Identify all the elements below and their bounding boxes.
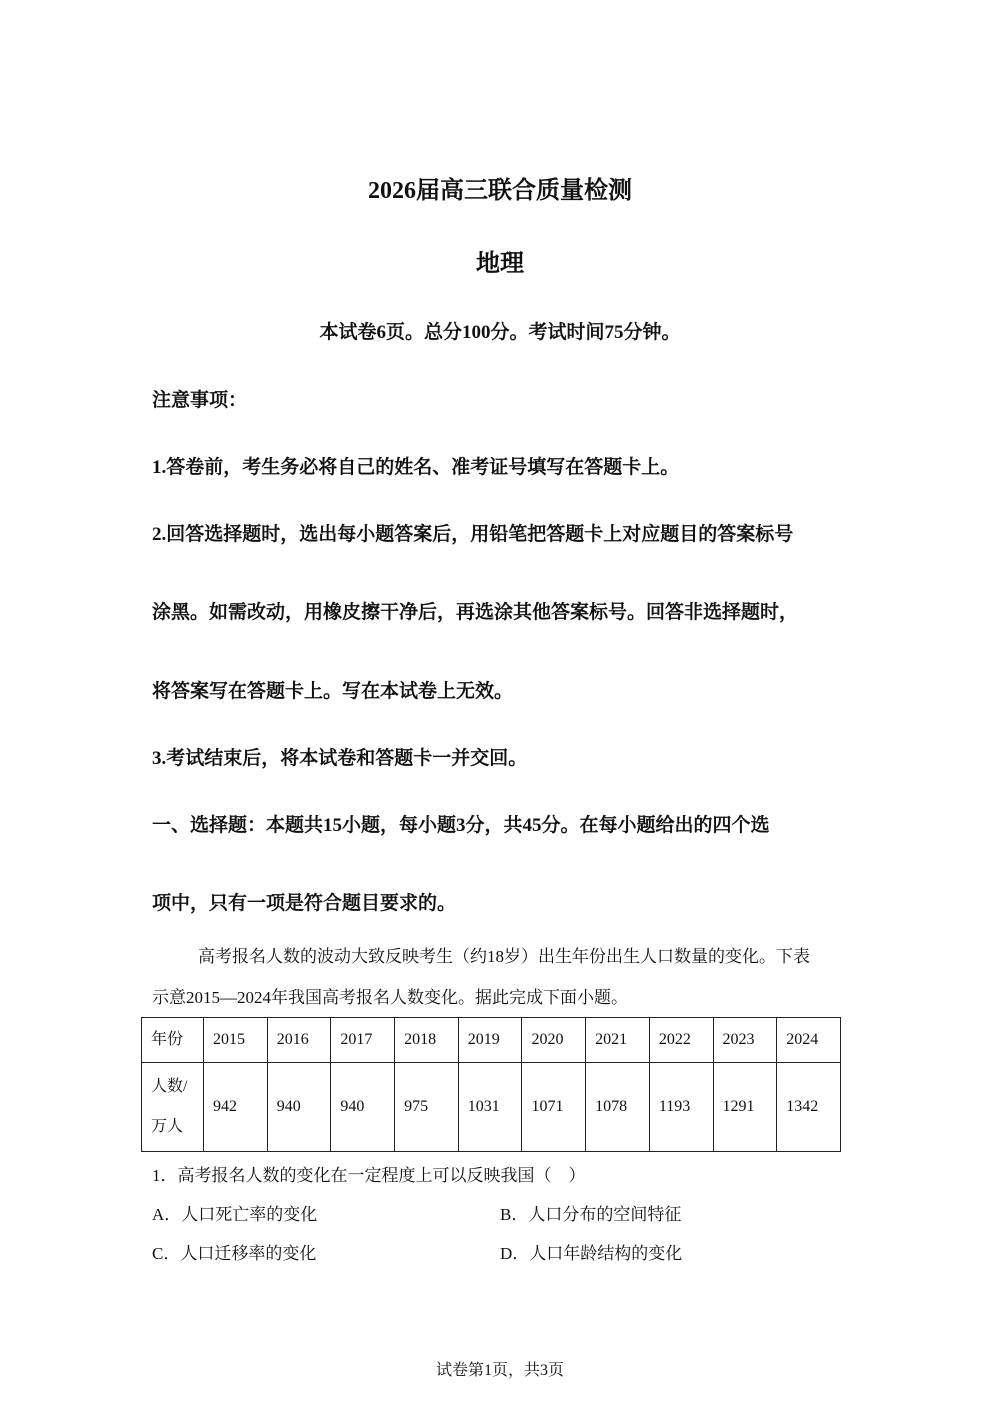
table-cell-year: 2017 (331, 1018, 395, 1063)
exam-title: 2026届高三联合质量检测 (368, 178, 632, 204)
notice-item-3: 3.考试结束后，将本试卷和答题卡一并交回。 (152, 748, 528, 769)
table-row-values (142, 1063, 841, 1152)
table-cell-value: 940 (331, 1063, 395, 1152)
table-cell-year: 2022 (649, 1018, 713, 1063)
table-row-label (142, 1063, 204, 1152)
section-heading-line-1: 一、选择题：本题共15小题，每小题3分，共45分。在每小题给出的四个选 (152, 815, 770, 836)
row-label-line-1: 人数/ (151, 1078, 188, 1095)
table-cell-year: 2020 (522, 1018, 586, 1063)
notice-heading: 注意事项： (152, 390, 248, 411)
table-cell-year: 2021 (586, 1018, 650, 1063)
table-cell-value: 940 (267, 1063, 331, 1152)
notice-item-1: 1.答卷前，考生务必将自己的姓名、准考证号填写在答题卡上。 (152, 457, 680, 478)
table-cell-value: 1193 (649, 1063, 713, 1152)
notice-item-2-line-3: 将答案写在答题卡上。写在本试卷上无效。 (152, 681, 514, 702)
table-row-years (142, 1018, 841, 1063)
material-line-1: 高考报名人数的波动大致反映考生（约18岁）出生年份出生人口数量的变化。下表 (198, 947, 810, 966)
table-cell-value: 975 (395, 1063, 459, 1152)
table-cell-year: 2015 (204, 1018, 268, 1063)
material-line-2: 示意2015—2024年我国高考报名人数变化。据此完成下面小题。 (152, 988, 628, 1007)
table-cell-year: 2018 (395, 1018, 459, 1063)
page-footer: 试卷第1页，共3页 (435, 1362, 564, 1379)
table-cell-value: 1031 (458, 1063, 522, 1152)
table-cell-year: 2023 (713, 1018, 777, 1063)
enrollment-table (141, 1017, 841, 1152)
table-cell-value: 1291 (713, 1063, 777, 1152)
section-heading-line-2: 项中，只有一项是符合题目要求的。 (152, 893, 457, 914)
row-label-line-2: 万人 (151, 1118, 184, 1135)
table-cell-year: 2016 (267, 1018, 331, 1063)
notice-item-2-line-2: 涂黑。如需改动，用橡皮擦干净后，再选涂其他答案标号。回答非选择题时， (152, 602, 799, 623)
table-cell-value: 1071 (522, 1063, 586, 1152)
notice-item-2-line-1: 2.回答选择题时，选出每小题答案后，用铅笔把答题卡上对应题目的答案标号 (152, 524, 794, 545)
table-cell-value: 1078 (586, 1063, 650, 1152)
question-1-option-d: D．人口年龄结构的变化 (500, 1244, 683, 1263)
question-1-option-b: B．人口分布的空间特征 (500, 1205, 682, 1224)
question-1-option-a: A．人口死亡率的变化 (152, 1205, 318, 1224)
exam-info: 本试卷6页。总分100分。考试时间75分钟。 (319, 322, 681, 343)
question-1-option-c: C．人口迁移率的变化 (152, 1244, 317, 1263)
table-cell-year: 2024 (777, 1018, 841, 1063)
question-1-stem: 1．高考报名人数的变化在一定程度上可以反映我国（ ） (152, 1166, 586, 1185)
table-cell-value: 942 (204, 1063, 268, 1152)
table-cell-value: 1342 (777, 1063, 841, 1152)
subject-title: 地理 (476, 251, 524, 277)
table-cell-year: 2019 (458, 1018, 522, 1063)
table-header-label: 年份 (142, 1018, 204, 1063)
